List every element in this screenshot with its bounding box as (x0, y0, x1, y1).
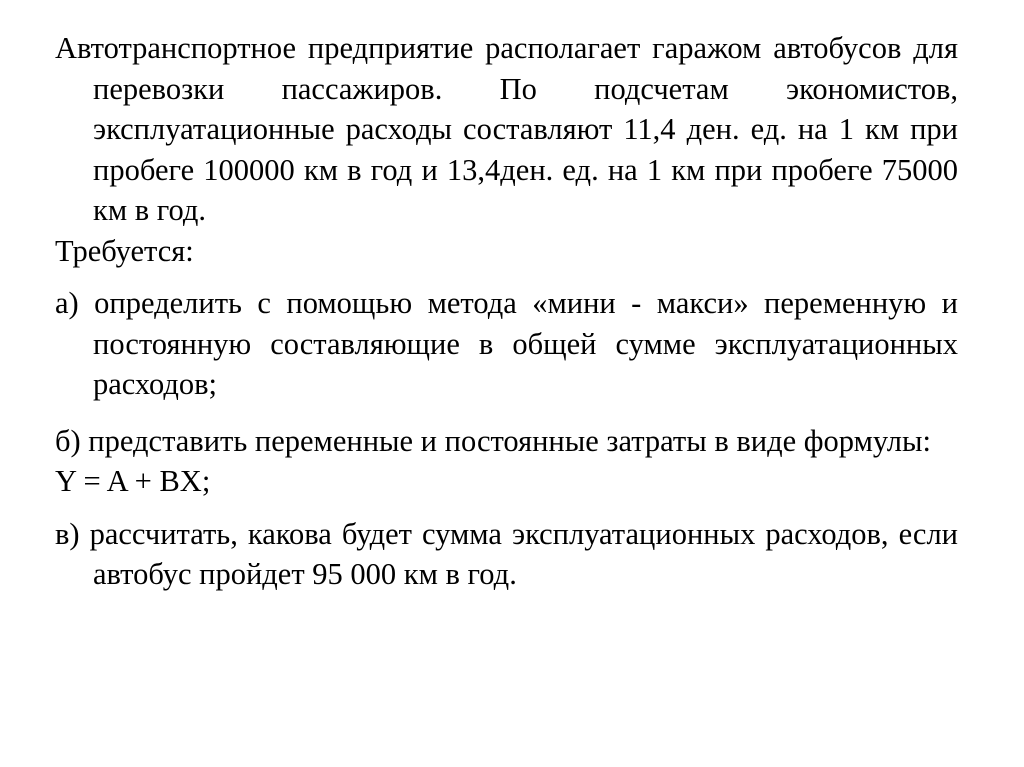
task-a: а) определить с помощью метода «мини - макси» переменную и постоянную составляющие в общей сумме эксплуатационных расходов; (55, 286, 958, 401)
task-b: б) представить переменные и постоянные затраты в виде формулы: (55, 423, 931, 458)
required-label: Требуется: (55, 233, 194, 268)
formula: Y = A + BX; (55, 464, 211, 498)
task-c: в) рассчитать, какова будет сумма эксплуатационных расходов, если автобус пройдет 95 000 км в год. (55, 516, 958, 591)
slide-content (55, 28, 958, 595)
problem-intro: Автотранспортное предприятие располагает гаражом автобусов для перевозки пассажиров. По подсчетам экономистов, эксплуатационные расходы составляют 11,4 ден. ед. на 1 км при пробеге 100000 км в год и 13,4ден. ед. на 1 км при пробеге 75000 км в год. (55, 31, 958, 227)
